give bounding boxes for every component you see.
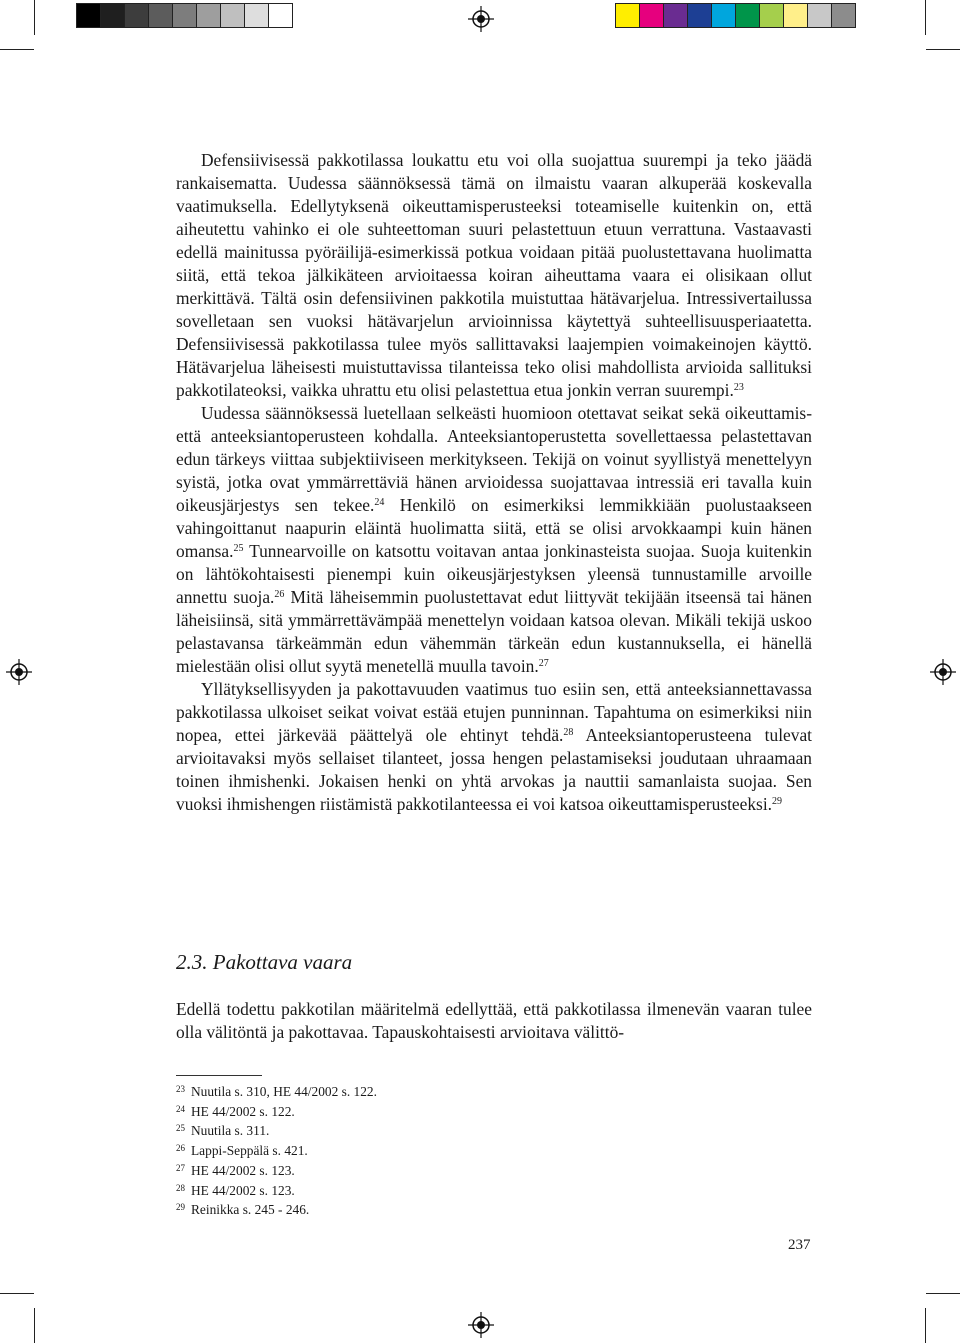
color-calibration-strip	[615, 3, 856, 28]
footnote	[176, 1101, 377, 1121]
footnote-ref: 28	[563, 727, 574, 738]
footnote-text: HE 44/2002 s. 122.	[191, 1103, 295, 1119]
main-text	[176, 149, 812, 816]
registration-mark-icon	[468, 1312, 494, 1338]
footnote-number: 24	[176, 1103, 185, 1114]
footnote-ref: 24	[374, 497, 385, 508]
color-swatch	[664, 4, 688, 27]
color-swatch	[197, 4, 221, 27]
footnote	[176, 1199, 377, 1219]
footnote-text: HE 44/2002 s. 123.	[191, 1162, 295, 1178]
footnote-text: Nuutila s. 311.	[191, 1123, 270, 1139]
footnote	[176, 1160, 377, 1180]
section-text	[176, 998, 812, 1044]
page-number: 237	[788, 1237, 811, 1253]
footnote-number: 28	[176, 1182, 185, 1193]
color-swatch	[149, 4, 173, 27]
footnote-ref: 25	[233, 543, 244, 554]
color-swatch	[269, 4, 292, 27]
color-swatch	[784, 4, 808, 27]
color-swatch	[808, 4, 832, 27]
footnote	[176, 1180, 377, 1200]
color-swatch	[125, 4, 149, 27]
color-swatch	[221, 4, 245, 27]
footnote-text: Nuutila s. 310, HE 44/2002 s. 122.	[191, 1084, 377, 1099]
paragraph: Yllätyksellisyyden ja pakottavuuden vaatimus tuo esiin sen, että anteeksiannettavassa pakkotilassa ulkoiset seikat voivat estää etujen punninnan. Tapahtuma on esimerkiksi niin nopea, ettei järkevää päättelyä ole ehtinyt tehdä.$^{28}$ Anteeksiantoperusteena tulevat arvioitavaksi myös sellaiset tilanteet, jossa hengen pelastamiseksi joudutaan uhraamaan toinen ihmishenki. Jokaisen henki on yhtä arvokas ja nauttii samanlaista suojaa. Sen vuoksi ihmishengen riistämistä pakkotilanteessa ei voi katsoa oikeuttamisperusteeksi.$^{29}$	[176, 679, 813, 814]
paragraph: Defensiivisessä pakkotilassa loukattu etu voi olla suojattua suurempi ja teko jäädä rankaisematta. Uudessa säännöksessä tämä on ilmaistu vaaran alkuperää koskevalla vaatimuksella. Edellytyksenä oikeuttamisperusteeksi toteamiselle kuitenkin on, että aiheutettu vahinko ei ole suhteettoman suuri pelastettuun etuun verrattuna. Vastaavasti edellä mainitussa pyöräilijä-esimerkissä potkua voidaan pitää puolustettavana huolimatta siitä, että tekoa jälkikäteen arvioitaessa koiran aiheuttama vaara ei olisikaan ollut merkittävä. Tältä osin defensiivinen pakkotila muistuttaa hätävarjelua. Intressivertailussa sovelletaan sen vuoksi hätävarjelun arvioinnissa käytettyä suhteellisuusperiaatetta. Defensiivisessä pakkotilassa tulee myös sallittavaksi laajempien voimakeinojen käyttö. Hätävarjelua läheisesti muistuttavissa tilanteissa teko olisi mahdollista arvioida sallituksi pakkotilateoksi, vaikka uhrattu etu olisi pelastettua etua jonkin verran suurempi.$^{23}$	[176, 150, 812, 400]
color-swatch	[101, 4, 125, 27]
paragraph: Edellä todettu pakkotilan määritelmä edellyttää, että pakkotilassa ilmenevän vaaran tulee olla välitöntä ja pakottavaa. Tapauskohtaisesti arvioitava välittö-	[176, 999, 812, 1042]
section-heading: 2.3. Pakottava vaara	[176, 950, 353, 974]
footnote-number: 27	[176, 1162, 185, 1173]
footnote-ref: 29	[772, 796, 782, 807]
footnote-text: HE 44/2002 s. 123.	[191, 1182, 295, 1198]
footnote-ref: 26	[274, 589, 285, 600]
color-swatch	[616, 4, 640, 27]
color-swatch	[736, 4, 760, 27]
color-swatch	[640, 4, 664, 27]
footnote-text: Lappi-Seppälä s. 421.	[191, 1143, 308, 1159]
color-swatch	[245, 4, 269, 27]
footnotes	[176, 1081, 377, 1219]
footnote	[176, 1140, 377, 1160]
footnote	[176, 1120, 377, 1140]
footnote-text: Reinikka s. 245 - 246.	[191, 1202, 310, 1218]
color-swatch	[712, 4, 736, 27]
grayscale-calibration-strip	[76, 3, 293, 28]
color-swatch	[832, 4, 855, 27]
footnote-ref: 23	[733, 382, 744, 393]
color-swatch	[173, 4, 197, 27]
footnote	[176, 1081, 377, 1101]
paragraph: Uudessa säännöksessä luetellaan selkeästi huomioon otettavat seikat sekä oikeuttamis- että anteeksiantoperusteen kohdalla. Anteeksiantoperustetta sovellettaessa pelastettavan edun tärkeys viittaa subjektiiviseen merkitykseen. Tekijä on voinut syyllistyä menettelyyn syistä, jotka ovat ymmärrettäviä hänen arvioidessa suojattavaa intressiä eri tavalla kuin oikeusjärjestys sen tekee.$^{24}$ Henkilö on esimerkiksi lemmikkiään puolustaakseen vahingoittanut naapurin eläintä huolimatta siitä, että se olisi arvokkaampi kuin hänen omansa.$^{25}$ Tunnearvoille on katsottu voitavan antaa jonkinasteista suojaa. Suoja kuitenkin on lähtökohtaisesti pienempi kuin oikeusjärjestyksen yleensä tunnustamille arvoille annettu suoja.$^{26}$ Mitä läheisemmin puolustettavat edut liittyvät tekijään itseensä tai hänen läheisiinsä, sitä ymmärrettävämpää menettelyn voidaan katsoa olevan. Mikäli tekijä uskoo pelastavansa tärkeämmän edun vähemmän tärkeän edun kustannuksella, ei hänellä mielestään olisi ollut syytä menetellä muulla tavoin.$^{27}$	[176, 403, 812, 676]
registration-mark-icon	[468, 6, 494, 32]
color-swatch	[688, 4, 712, 27]
registration-mark-icon	[6, 659, 32, 685]
color-swatch	[760, 4, 784, 27]
footnote-number: 25	[176, 1123, 185, 1134]
footnote-ref: 27	[538, 658, 549, 669]
footnote-number: 23	[176, 1084, 185, 1094]
registration-mark-icon	[930, 659, 956, 685]
color-swatch	[77, 4, 101, 27]
footnote-number: 26	[176, 1143, 185, 1154]
footnote-divider	[176, 1075, 262, 1076]
footnote-number: 29	[176, 1202, 185, 1213]
